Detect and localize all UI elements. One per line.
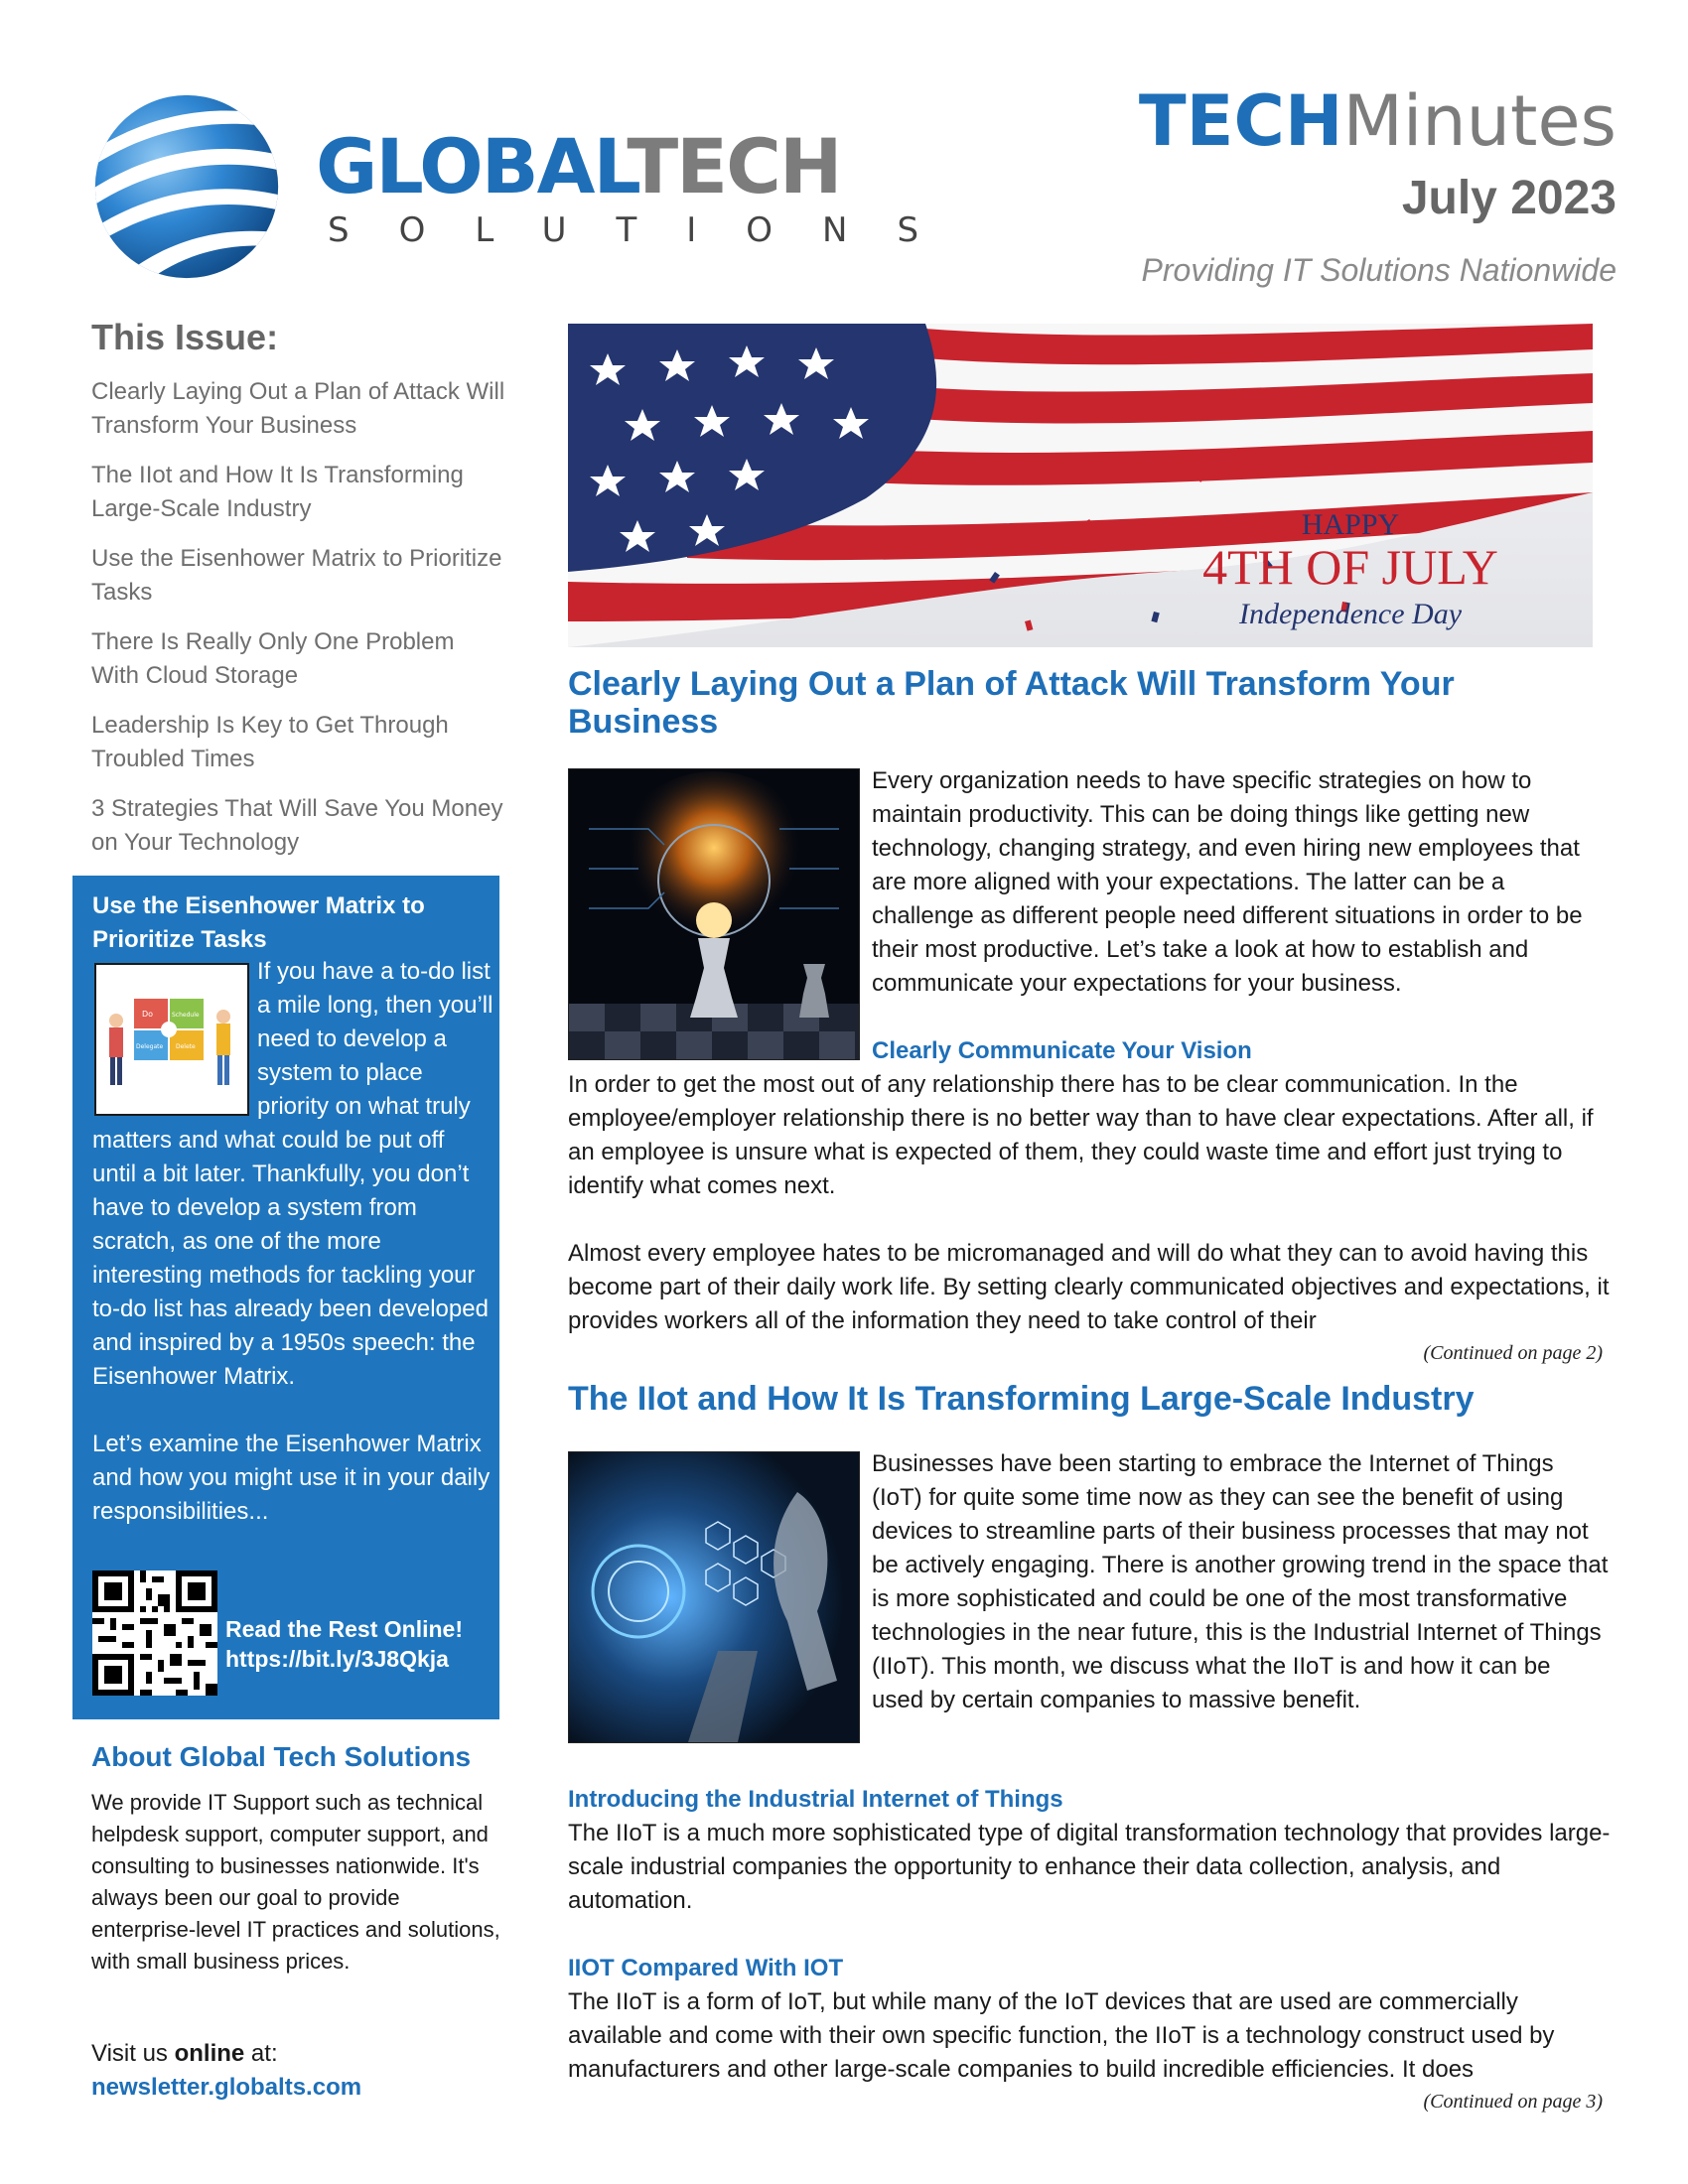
callout-paragraph-2: Let’s examine the Eisenhower Matrix and how you might use it in your daily responsibilities...	[92, 1431, 491, 1525]
matrix-label-delegate: Delegate	[136, 1043, 164, 1050]
issue-date: July 2023	[1401, 172, 1617, 224]
callout-paragraph-1: If you have a to-do list a mile long, then you’ll need to develop a system to place priority on what truly matters and what could be put off until a bit later. Thankfully, you don’t have to develop a system from scratch, as one of the more interesting methods for tackling your to-do list has already been developed and inspired by a 1950s speech: the Eisenhower Matrix.	[92, 958, 493, 1390]
hero-happy-text: HAPPY	[1301, 508, 1400, 541]
hero-script-text: Independence Day	[1238, 598, 1463, 630]
article-1-continued: (Continued on page 2)	[1423, 1342, 1603, 1364]
article-1-title: Clearly Laying Out a Plan of Attack Will Transform Your Business	[568, 665, 1455, 741]
visit-us-line	[91, 2037, 278, 2071]
eisenhower-callout-box	[72, 876, 499, 1719]
matrix-label-do: Do	[142, 1010, 154, 1019]
hero-headline-text: 4TH OF JULY	[1202, 539, 1498, 595]
callout-title: Use the Eisenhower Matrix to Prioritize Tasks	[92, 892, 425, 953]
read-online-label: Read the Rest Online!	[225, 1616, 463, 1642]
qr-code[interactable]	[92, 1570, 217, 1696]
masthead-light: Minutes	[1342, 80, 1617, 162]
article-2-title: The IIot and How It Is Transforming Large-Scale Industry	[568, 1380, 1475, 1418]
matrix-label-delete: Delete	[176, 1043, 196, 1050]
read-online-link[interactable]	[225, 1614, 463, 1674]
issue-link-plan-of-attack[interactable]: Clearly Laying Out a Plan of Attack Will Transform Your Business	[91, 378, 505, 439]
visit-bold: online	[174, 2040, 245, 2067]
masthead-bold: TECH	[1138, 80, 1343, 162]
article-2-paragraph-2: The IIoT is a form of IoT, but while many of the IoT devices that are used are commercially available and come with their own specific function, the IIoT is a technology construct used by manufacturers and other large-scale companies to build incredible efficiencies. It does	[568, 1988, 1555, 2083]
issue-link-iiot[interactable]: The IIot and How It Is Transforming Large-Scale Industry	[91, 462, 464, 522]
this-issue-heading: This Issue:	[91, 317, 279, 357]
article-2-paragraph-1: The IIoT is a much more sophisticated type of digital transformation technology that provides large-scale industrial companies the opportunity to enhance their data collection, analysis, and automation.	[568, 1820, 1611, 1914]
chess-strategy-image	[568, 768, 860, 1060]
read-online-url: https://bit.ly/3J8Qkja	[225, 1646, 449, 1672]
logo-word-tech: TECH	[627, 122, 841, 210]
article-1-paragraph-2: Almost every employee hates to be micromanaged and will do what they can to avoid having this become part of their daily work life. By setting clearly communicated objectives and expectations, it provides workers all of the information they need to take control of their	[568, 1240, 1610, 1334]
issue-link-leadership[interactable]: Leadership Is Key to Get Through Troubled Times	[91, 712, 449, 772]
article-1-intro: Every organization needs to have specific strategies on how to maintain productivity. This can be doing things like getting new technology, changing strategy, and even hiring new employees that are more aligned with your expectations. The latter can be a challenge as different people need different situations in order to be their most productive. Let’s take a look at how to establish and communicate your expectations for your business.	[872, 767, 1583, 997]
issue-link-eisenhower[interactable]: Use the Eisenhower Matrix to Prioritize Tasks	[91, 545, 502, 606]
issue-link-cloud-storage[interactable]: There Is Really Only One Problem With Cloud Storage	[91, 628, 455, 689]
matrix-label-schedule: Schedule	[172, 1012, 200, 1019]
website-link[interactable]: newsletter.globalts.com	[91, 2074, 362, 2101]
logo-word-global: GLOBAL	[316, 122, 628, 210]
about-body: We provide IT Support such as technical helpdesk support, computer support, and consulting to businesses nationwide. It's always been our goal to provide enterprise-level IT practices and solutions, with small business prices.	[91, 1790, 500, 1974]
article-2-intro: Businesses have been starting to embrace the Internet of Things (IoT) for quite some time now as they can see the benefit of using devices to streamline parts of their business processes that may not be actively engaging. There is another growing trend in the space that is more sophisticated and could be one of the most transformative technologies in the near future, this is the Industrial Internet of Things (IIoT). This month, we discuss what the IIoT is and how it can be used by certain companies to massive benefit.	[872, 1450, 1609, 1713]
fourth-of-july-banner-image	[568, 324, 1593, 647]
article-2-subhead-1: Introducing the Industrial Internet of Things	[568, 1786, 1063, 1813]
article-2-subhead-2: IIOT Compared With IOT	[568, 1955, 844, 1981]
tagline: Providing IT Solutions Nationwide	[1141, 252, 1617, 288]
about-heading: About Global Tech Solutions	[91, 1741, 472, 1772]
logo-subtitle: SOLUTIONS	[328, 210, 969, 250]
issue-link-strategies[interactable]: 3 Strategies That Will Save You Money on Your Technology	[91, 795, 503, 856]
eisenhower-matrix-image	[94, 963, 249, 1116]
newsletter-masthead	[1139, 81, 1617, 161]
article-1-paragraph-1: In order to get the most out of any relationship there has to be clear communication. In the employee/employer relationship there is no better way than to have clear expectations. After all, if an employee is unsure what is expected of them, they could waste time and effort just trying to identify what comes next.	[568, 1071, 1594, 1199]
this-issue-list	[91, 375, 508, 876]
industrial-robot-image	[568, 1451, 860, 1743]
globe-logo-icon	[91, 91, 282, 282]
article-1-subhead: Clearly Communicate Your Vision	[872, 1037, 1252, 1064]
article-2-continued: (Continued on page 3)	[1423, 2091, 1603, 2113]
logo-wordmark	[316, 122, 841, 210]
visit-suffix: at:	[244, 2040, 278, 2067]
visit-prefix: Visit us	[91, 2040, 175, 2067]
